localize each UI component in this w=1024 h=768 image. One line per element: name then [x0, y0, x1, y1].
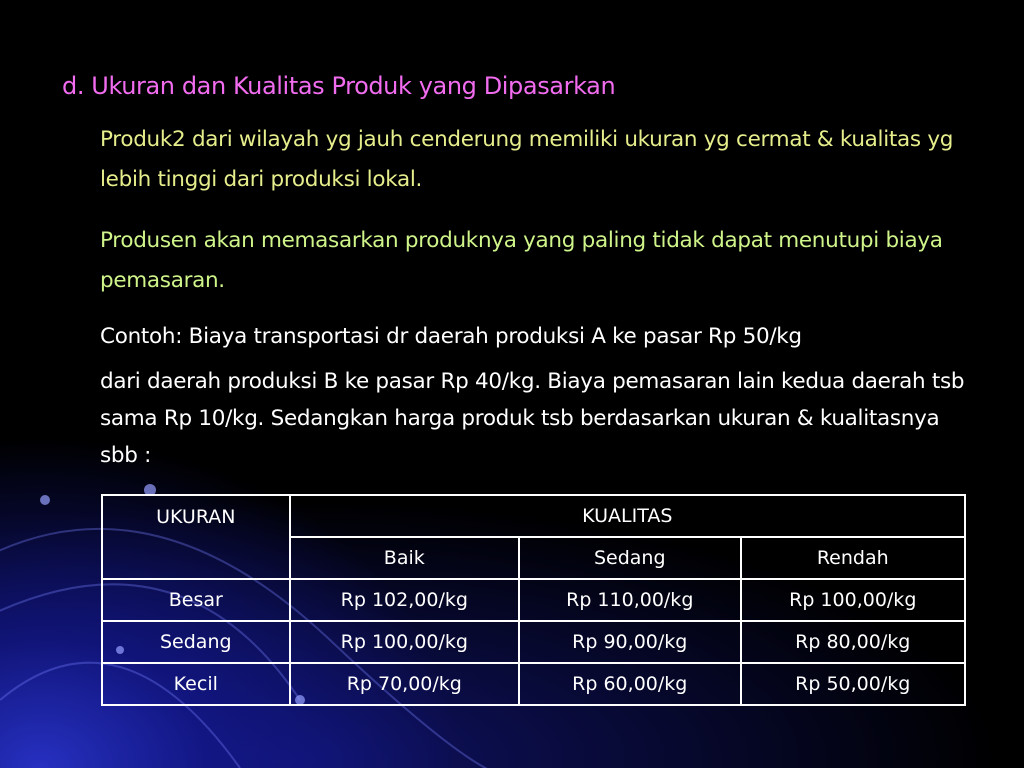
row-size: Sedang	[102, 621, 290, 663]
header-ukuran: UKURAN	[102, 495, 290, 579]
table-row	[102, 621, 965, 663]
price-cell: Rp 90,00/kg	[519, 621, 740, 663]
table-row	[102, 579, 965, 621]
slide-title: d. Ukuran dan Kualitas Produk yang Dipasarkan	[62, 72, 616, 100]
table-row	[102, 663, 965, 705]
price-cell: Rp 100,00/kg	[741, 579, 966, 621]
price-table	[101, 494, 966, 706]
price-cell: Rp 110,00/kg	[519, 579, 740, 621]
row-size: Kecil	[102, 663, 290, 705]
paragraph-producers: Produsen akan memasarkan produknya yang paling tidak dapat menutupi biaya pemasaran.	[100, 228, 943, 293]
price-cell: Rp 102,00/kg	[290, 579, 519, 621]
paragraph-example	[100, 318, 980, 474]
subheader-baik: Baik	[290, 537, 519, 579]
table-header-row	[102, 495, 965, 537]
price-cell: Rp 100,00/kg	[290, 621, 519, 663]
paragraph-remote-products: Produk2 dari wilayah yg jauh cenderung memiliki ukuran yg cermat & kualitas yg lebih tinggi dari produksi lokal.	[100, 127, 954, 192]
subheader-rendah: Rendah	[741, 537, 966, 579]
price-cell: Rp 70,00/kg	[290, 663, 519, 705]
example-first-line: Contoh: Biaya transportasi dr daerah produksi A ke pasar Rp 50/kg	[100, 324, 802, 349]
example-rest: dari daerah produksi B ke pasar Rp 40/kg. Biaya pemasaran lain kedua daerah tsb sama Rp 10/kg. Sedangkan harga produk tsb berdasarkan ukuran & kualitasnya sbb :	[100, 369, 965, 468]
header-kualitas: KUALITAS	[290, 495, 965, 537]
price-cell: Rp 50,00/kg	[741, 663, 966, 705]
subheader-sedang: Sedang	[519, 537, 740, 579]
row-size: Besar	[102, 579, 290, 621]
price-cell: Rp 60,00/kg	[519, 663, 740, 705]
price-cell: Rp 80,00/kg	[741, 621, 966, 663]
